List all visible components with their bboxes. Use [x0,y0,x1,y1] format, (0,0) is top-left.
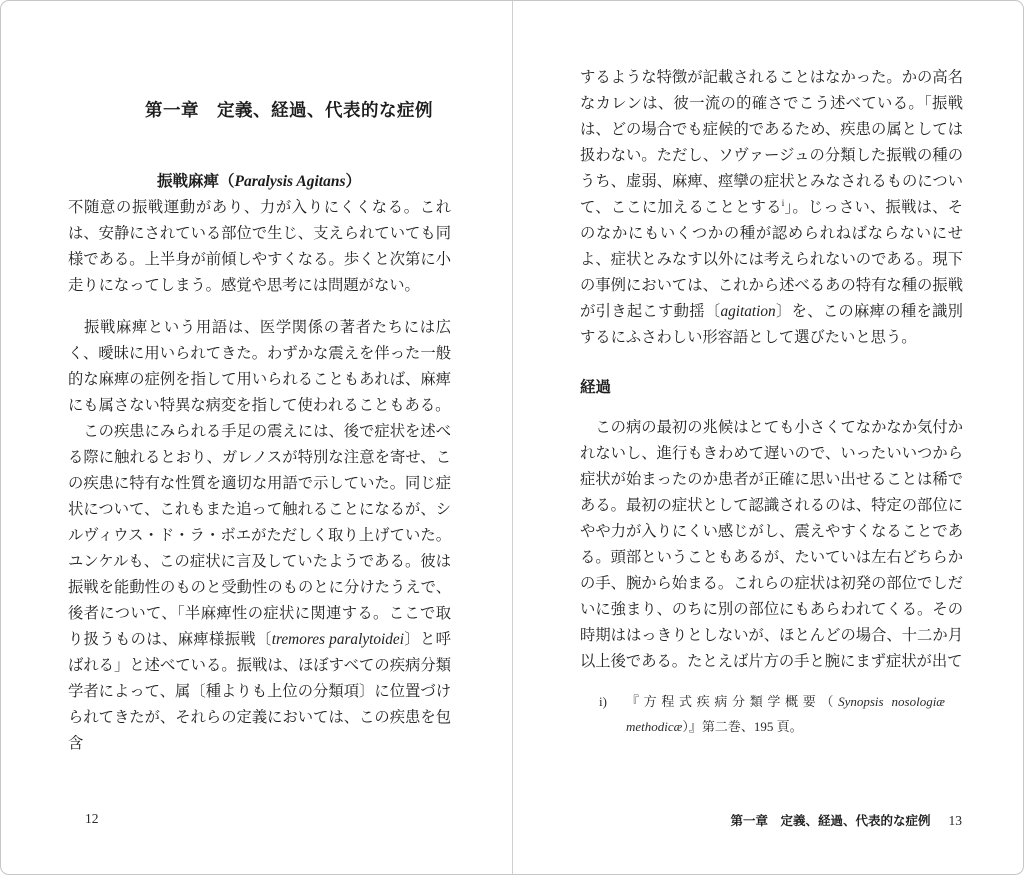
section-heading-course: 経過 [580,379,612,396]
running-footer [730,811,962,830]
latin-term: agitation [720,303,776,320]
chapter-title: 第一章 定義、経過、代表的な症例 [145,100,433,120]
latin-term: Synopsis nosologiæ methodicæ [626,694,945,734]
footnote [599,689,945,739]
latin-term: Paralysis Agitans [234,173,346,190]
paragraph-cullen-text-a: するような特徴が記載されることはなかった。かの高名なカレンは、彼一流の的確さでこう述べている。「振戦は、どの場合でも症候的であるため、疾患の属としては扱わない。ただし、ソヴァージュの分類した振戦の種のうち、虚弱、麻痺、痙攣の症状とみなされるものについて、ここに加えることとする [580,69,963,216]
footnote-text [626,689,945,739]
page-number-right: 13 [948,813,962,828]
running-footer-chapter: 第一章 定義、経過、代表的な症例 [730,814,931,828]
page-number-left: 12 [85,811,99,826]
right-text-column [580,65,963,675]
footnote-reference: i [781,197,785,208]
page-left [1,1,512,874]
footnote-text-a: 『方程式疾病分類学概要（ [626,694,839,709]
footnote-marker: i) [599,694,607,709]
section-heading-close: ） [345,173,361,190]
section-heading-jp: 振戦麻痺（ [157,173,235,190]
section-heading-paralysis-agitans [68,169,450,191]
paragraph-cullen [580,65,963,351]
paragraph-history-text-a: この疾患にみられる手足の震えには、後で症状を述べる際に触れるとおり、ガレノスが特別な注意を寄せ、この疾患に特有な性質を適切な用語で示していた。同じ症状について、これもまた追って触れることになるが、シルヴィウス・ド・ラ・ボエがただしく取り上げていた。ユンケルも、この症状に言及していたようである。彼は振戦を能動性のものと受動性のものとに分けたうえで、後者について、「半麻痺性の症状に関連する。ここで取り扱うものは、麻痺様振戦〔 [68,423,451,648]
page-right [513,1,1024,874]
paragraph-history [68,419,451,757]
paragraph-cullen-text-b: 」。じっさい、振戦は、そのなかにもいくつかの種が認められねばならないにせよ、症状とみなす以外には考えられないのである。現下の事例においては、これから述べるあの特有な種の振戦が引き起こす動揺〔 [580,199,963,320]
paragraph-definition: 不随意の振戦運動があり、力が入りにくくなる。これは、安静にされている部位で生じ、支えられていても同様である。上半身が前傾しやすくなる。歩くと次第に小走りになってしまう。感覚や思考には問題がない。 [68,199,451,294]
latin-term: tremores paralytoidei [271,631,404,648]
paragraph-terminology: 振戦麻痺という用語は、医学関係の著者たちには広く、曖昧に用いられてきた。わずかな震えを伴った一般的な麻痺の症例を指して用いられることもあれば、麻痺にも属さない特異な病変を指して使われることもある。 [68,319,451,414]
paragraph-course: この病の最初の兆候はとても小さくてなかなか気付かれないし、進行もきわめて遅いので、いったいいつから症状が始まったのか患者が正確に思い出せることは稀である。最初の症状として認識されるのは、特定の部位にやや力が入りにくい感じがし、震えやすくなることである。頭部ということもあるが、たいていは左右どちらかの手、腕から始まる。これらの症状は初発の部位でしだいに強まり、のちに別の部位にもあらわれてくる。その時期ははっきりとしないが、ほとんどの場合、十二か月以上後である。たとえば片方の手と腕にまず症状が出て [580,419,963,670]
left-text-column [68,195,451,757]
footnote-text-b: ）』第二巻、195 頁。 [682,719,803,734]
paragraph-cullen-text-c: 〕を、この麻痺の種を識別するにふさわしい形容語として選びたいと思う。 [580,303,963,346]
paragraph-history-text-b: 〕と呼ばれる」と述べている。振戦は、ほぼすべての疾病分類学者によって、属〔種よりも上位の分類項〕に位置づけられてきたが、それらの定義においては、この疾患を包含 [68,631,451,752]
